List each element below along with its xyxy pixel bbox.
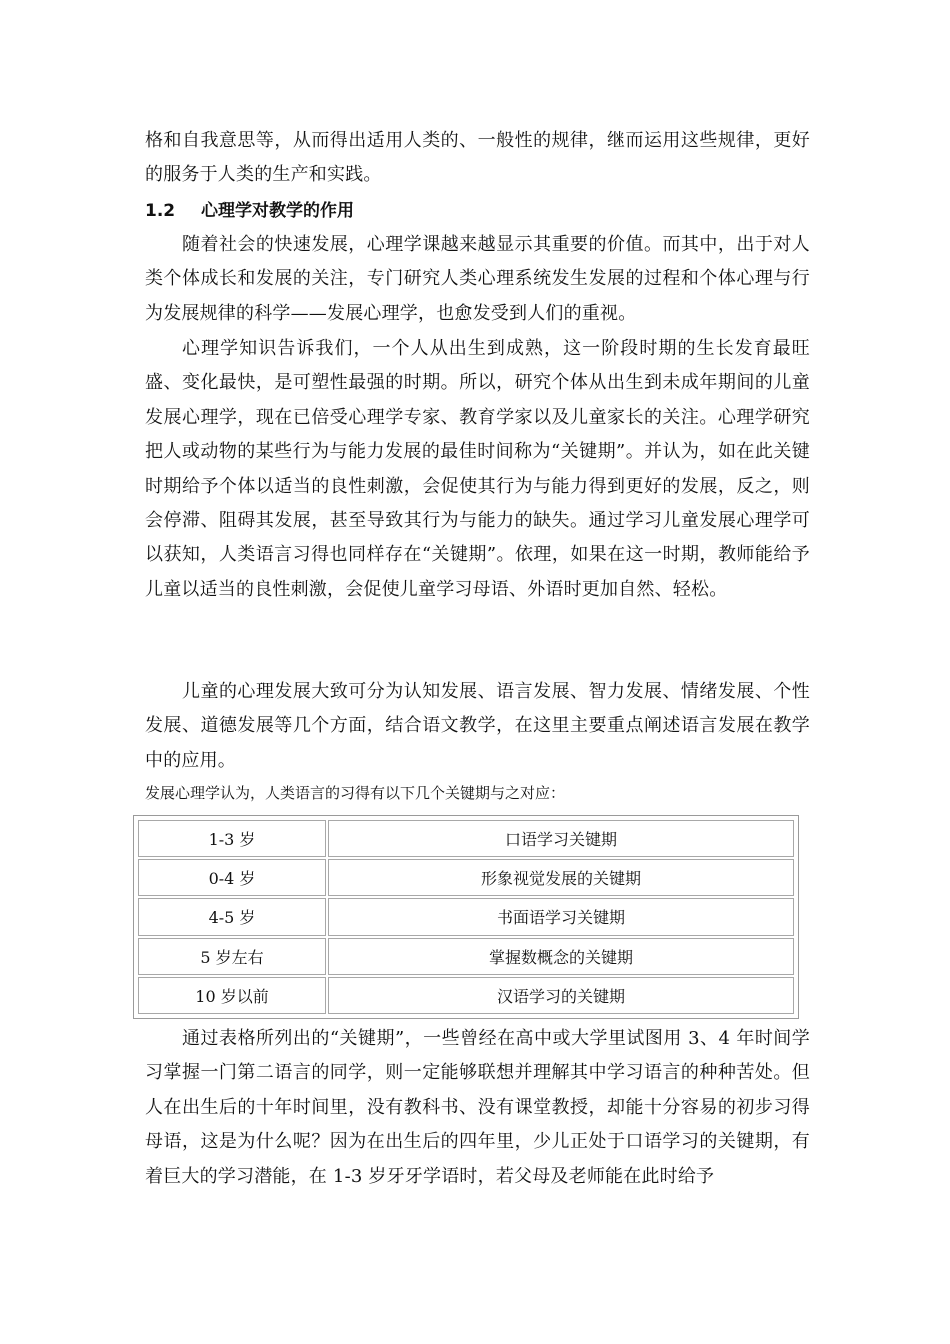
period-cell: 书面语学习关键期	[328, 898, 794, 935]
period-cell: 汉语学习的关键期	[328, 977, 794, 1014]
table-caption: 发展心理学认为，人类语言的习得有以下几个关键期与之对应：	[145, 784, 566, 802]
paragraph-critical-period: 心理学知识告诉我们，一个人从出生到成熟，这一阶段时期的生长发育最旺盛、变化最快，是可塑性最强的时期。所以，研究个体从出生到未成年期间的儿童发展心理学，现在已倍受心理学专家、教育学家以及儿童家长的关注。心理学研究把人或动物的某些行为与能力发展的最佳时间称为“关键期”。并认为，如在此关键时期给予个体以适当的良性刺激，会促使其行为与能力得到更好的发展，反之，则会停滞、阻碍其发展，甚至导致其行为与能力的缺失。通过学习儿童发展心理学可以获知，人类语言习得也同样存在“关键期”。依理，如果在这一时期，教师能给予儿童以适当的良性刺激，会促使儿童学习母语、外语时更加自然、轻松。	[145, 338, 810, 600]
period-cell: 口语学习关键期	[328, 820, 794, 857]
paragraph-intro: 随着社会的快速发展，心理学课越来越显示其重要的价值。而其中，出于对人类个体成长和发展的关注，专门研究人类心理系统发生发展的过程和个体心理与行为发展规律的科学——发展心理学，也愈发受到人们的重视。	[145, 234, 810, 324]
period-cell: 形象视觉发展的关键期	[328, 859, 794, 896]
period-cell: 掌握数概念的关键期	[328, 938, 794, 975]
table-row	[138, 977, 794, 1014]
table-row	[138, 898, 794, 935]
paragraph-continuation: 格和自我意思等，从而得出适用人类的、一般性的规律，继而运用这些规律，更好的服务于人类的生产和实践。	[145, 130, 810, 186]
critical-period-table	[133, 815, 799, 1019]
table-row	[138, 859, 794, 896]
age-cell: 10 岁以前	[138, 977, 326, 1014]
section-heading	[145, 194, 354, 228]
paragraph-table-discussion: 通过表格所列出的“关键期”，一些曾经在高中或大学里试图用 3、4 年时间学习掌握一门第二语言的同学，则一定能够联想并理解其中学习语言的种种苦处。但人在出生后的十年时间里，没有教科书、没有课堂教授，却能十分容易的初步习得母语，这是为什么呢？因为在出生后的四年里，少儿正处于口语学习的关键期，有着巨大的学习潜能，在 1-3 岁牙牙学语时，若父母及老师能在此时给予	[145, 1028, 810, 1187]
age-cell: 0-4 岁	[138, 859, 326, 896]
age-cell: 4-5 岁	[138, 898, 326, 935]
section-number: 1.2	[145, 201, 176, 221]
age-cell: 1-3 岁	[138, 820, 326, 857]
table-row	[138, 938, 794, 975]
paragraph-development-aspects: 儿童的心理发展大致可分为认知发展、语言发展、智力发展、情绪发展、个性发展、道德发展等几个方面，结合语文教学，在这里主要重点阐述语言发展在教学中的应用。	[145, 681, 810, 771]
age-cell: 5 岁左右	[138, 938, 326, 975]
section-title: 心理学对教学的作用	[201, 201, 354, 221]
table-row	[138, 820, 794, 857]
